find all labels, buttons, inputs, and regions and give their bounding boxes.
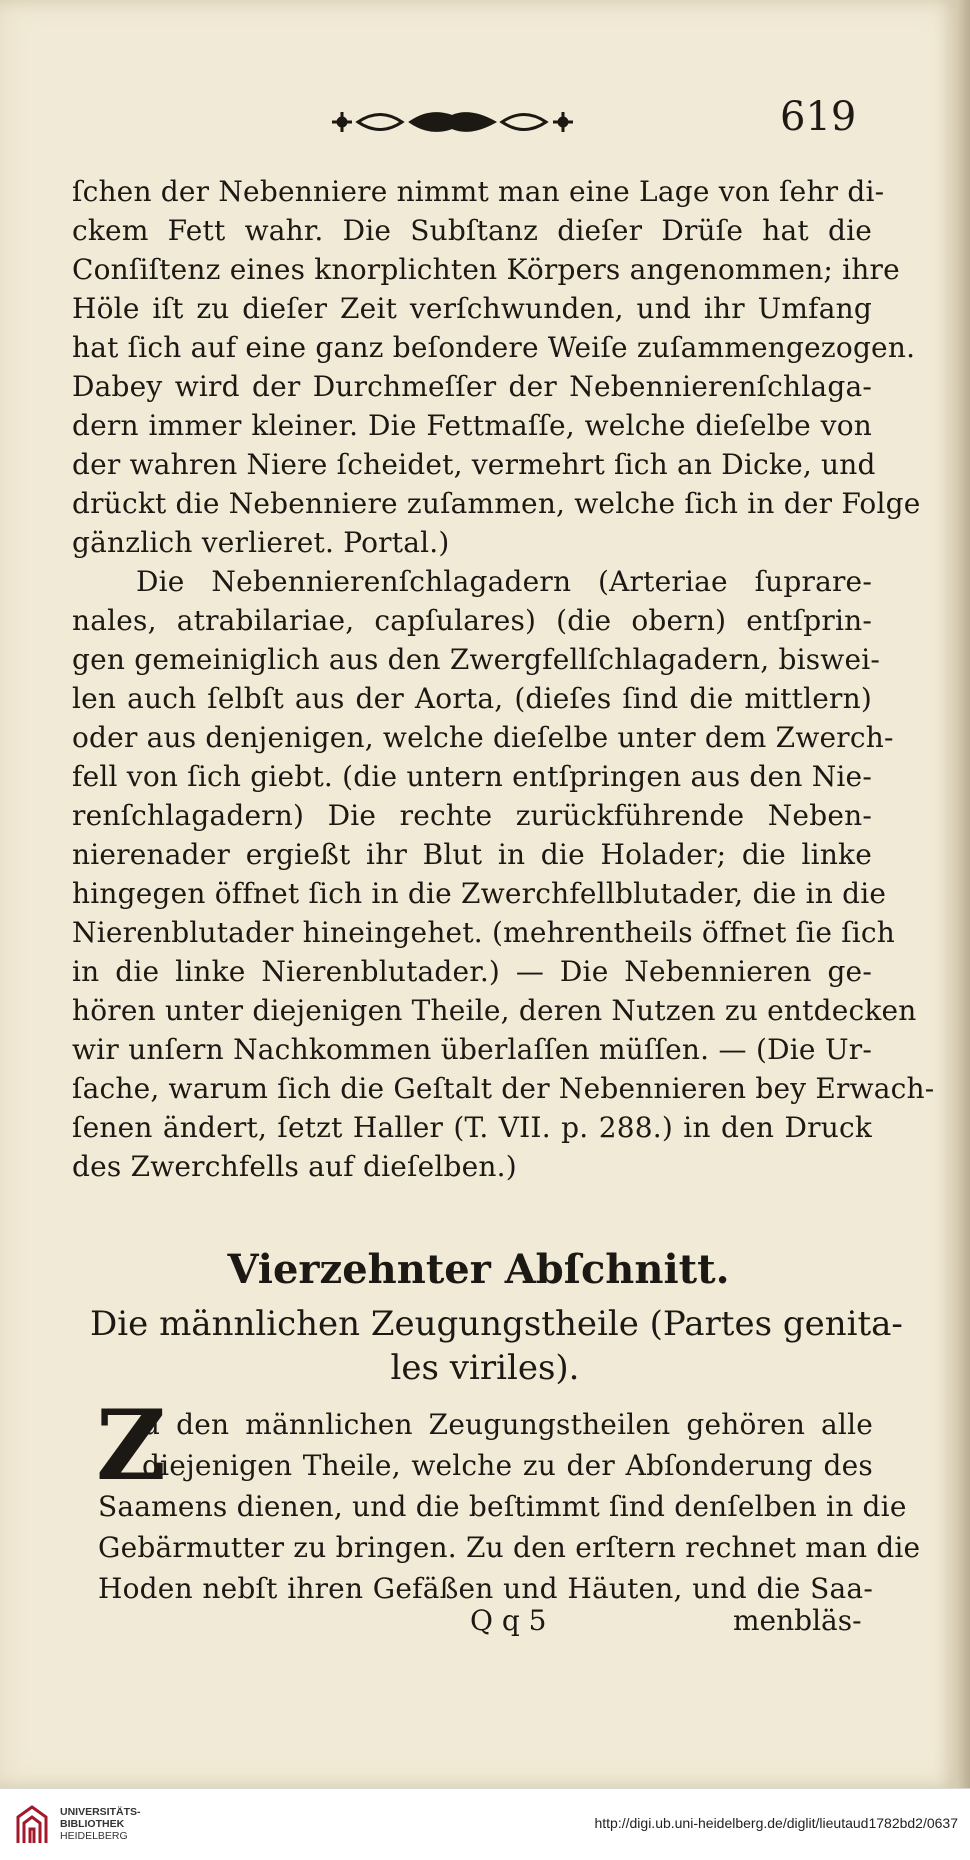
text-line: Nierenblutader hineingehet. (mehrentheils öffnet ſie ſich xyxy=(72,916,896,949)
text-line: nierenader ergießt ihr Blut in die Holader; die linke xyxy=(72,838,872,871)
page-number: 619 xyxy=(780,94,857,140)
text-line: in die linke Nierenblutader.) — Die Nebennieren ge- xyxy=(72,955,872,988)
subtitle-line: les viriles). xyxy=(390,1348,580,1388)
ornament-header xyxy=(330,102,575,142)
text-line: ſache, warum ſich die Geſtalt der Nebennieren bey Erwach- xyxy=(72,1072,935,1105)
text-line: dern immer kleiner. Die Fettmaſſe, welche dieſelbe von xyxy=(72,409,872,442)
viewer-footer xyxy=(0,1788,970,1860)
text-line: Conſiſtenz eines knorplichten Körpers angenommen; ihre xyxy=(72,253,900,286)
text-line: ckem Fett wahr. Die Subſtanz dieſer Drüſe hat die xyxy=(72,214,872,247)
text-line: gänzlich verlieret. Portal.) xyxy=(72,526,450,559)
library-name-line: HEIDELBERG xyxy=(60,1830,128,1842)
drop-cap: Z xyxy=(96,1389,167,1502)
text-line: hat ſich auf eine ganz beſondere Weiſe zuſammengezogen. xyxy=(72,331,916,364)
text-line: drückt die Nebenniere zuſammen, welche ſich in der Folge xyxy=(72,487,921,520)
text-line: diejenigen Theile, welche zu der Abſonderung des xyxy=(142,1449,873,1482)
subtitle-line: Die männlichen Zeugungstheile (Partes genita- xyxy=(90,1304,903,1344)
text-line: renſchlagadern) Die rechte zurückführende Neben- xyxy=(72,799,872,832)
text-line: ſenen ändert, ſetzt Haller (T. VII. p. 288.) in den Druck xyxy=(72,1111,872,1144)
library-name-line: BIBLIOTHEK xyxy=(60,1818,125,1830)
text-line: u den männlichen Zeugungstheilen gehören alle xyxy=(142,1408,873,1441)
text-line: oder aus denjenigen, welche dieſelbe unter dem Zwerch- xyxy=(72,721,894,754)
text-line: ſchen der Nebenniere nimmt man eine Lage von ſehr di- xyxy=(72,175,885,208)
text-line: nales, atrabilariae, capſulares) (die obern) entſprin- xyxy=(72,604,872,637)
text-line: wir unſern Nachkommen überlaſſen müſſen. — (Die Ur- xyxy=(72,1033,872,1066)
page-edge xyxy=(957,0,970,1788)
section-title: Vierzehnter Abſchnitt. xyxy=(227,1246,730,1293)
catchword: menbläs- xyxy=(733,1604,862,1637)
permalink-url[interactable]: http://digi.ub.uni-heidelberg.de/diglit/lieutaud1782bd2/0637 xyxy=(594,1815,958,1831)
signature-mark: Q q 5 xyxy=(470,1604,547,1637)
text-line: Saamens dienen, und die beſtimmt ſind denſelben in die xyxy=(98,1490,907,1523)
library-logo-icon[interactable] xyxy=(12,1803,52,1847)
text-line: gen gemeiniglich aus den Zwergfellſchlagadern, biswei- xyxy=(72,643,881,676)
text-line: der wahren Niere ſcheidet, vermehrt ſich an Dicke, und xyxy=(72,448,876,481)
text-line: Die Nebennierenſchlagadern (Arteriae ſuprare- xyxy=(136,565,872,598)
text-line: fell von ſich giebt. (die untern entſpringen aus den Nie- xyxy=(72,760,872,793)
library-name xyxy=(60,1806,141,1842)
section-subtitle xyxy=(90,1302,903,1390)
text-block xyxy=(72,172,935,1186)
text-line: Hoden nebſt ihren Gefäßen und Häuten, und die Saa- xyxy=(98,1572,873,1605)
text-line: hingegen öffnet ſich in die Zwerchfellblutader, die in die xyxy=(72,877,887,910)
library-name-line: UNIVERSITÄTS- xyxy=(60,1806,141,1818)
text-line: Höle iſt zu dieſer Zeit verſchwunden, und ihr Umfang xyxy=(72,292,872,325)
text-block-2 xyxy=(98,1404,921,1609)
text-line: Gebärmutter zu bringen. Zu den erſtern rechnet man die xyxy=(98,1531,921,1564)
text-line: des Zwerchfells auf dieſelben.) xyxy=(72,1150,517,1183)
text-line: hören unter diejenigen Theile, deren Nutzen zu entdecken xyxy=(72,994,917,1027)
text-line: len auch ſelbſt aus der Aorta, (dieſes ſind die mittlern) xyxy=(72,682,872,715)
text-line: Dabey wird der Durchmeſſer der Nebennierenſchlaga- xyxy=(72,370,872,403)
